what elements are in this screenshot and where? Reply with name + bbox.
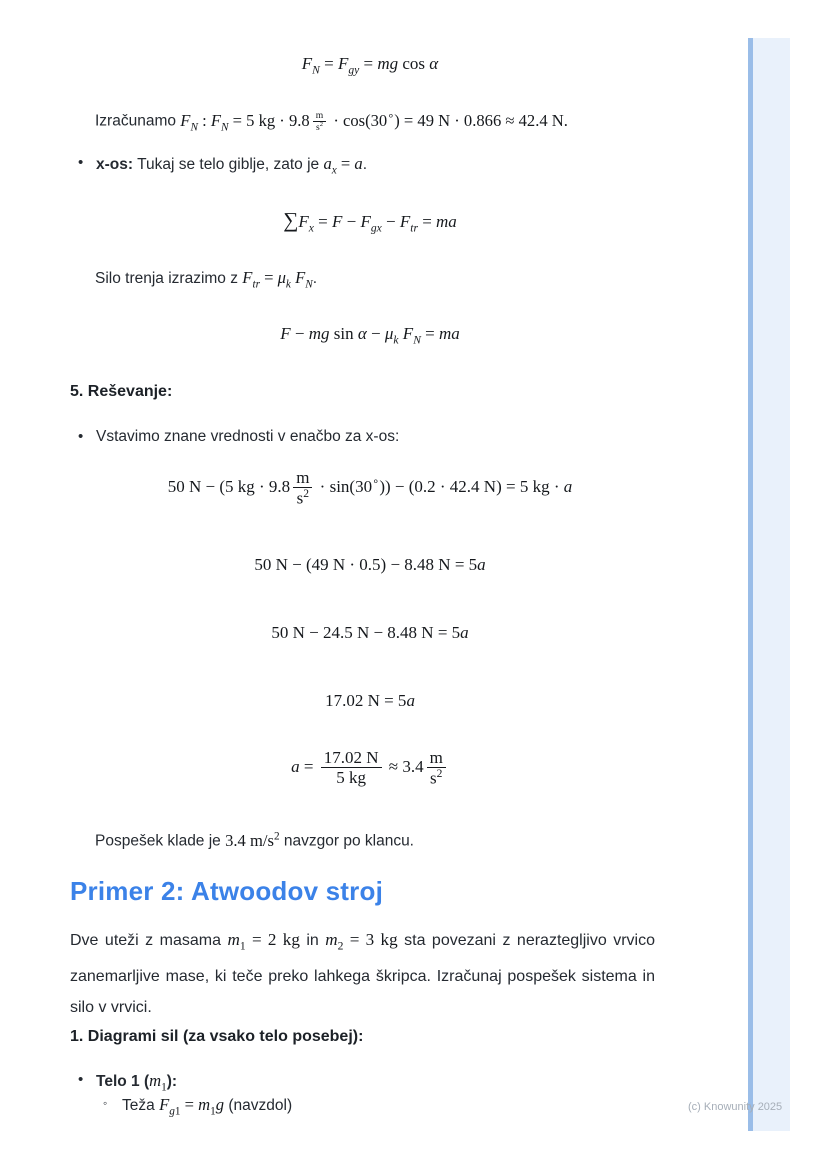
paragraph-silo-trenja: Silo trenja izrazimo z $F_{tr} = \mu_k$ $F_N$. <box>95 268 318 291</box>
list-item-teza <box>103 1093 663 1120</box>
bullet-icon: • <box>78 154 84 171</box>
copyright-notice: (c) Knowunity 2025 <box>688 1101 783 1113</box>
section-heading-resevanje: 5. Reševanje: <box>70 383 173 400</box>
paragraph-atwood-problem: Dve uteži z masama $m_1 = 2$ kg in $m_2 = 3$ kg sta povezani z neraztegljivo vrvico zanemarljive mase, ki teče preko lahkega škripca. Izračunaj pospešek sistema in silo v vrvici. <box>70 930 655 1017</box>
circle-bullet-icon: ◦ <box>103 1096 108 1110</box>
list-item-text: Teža $F_{g1} = m_1g$ (navzdol) <box>122 1095 293 1118</box>
bullet-icon: • <box>78 428 84 445</box>
formula-step-4: 17.02 N = 5a <box>325 691 415 710</box>
formula-result-acceleration: a = $\frac{17.02 N}{5 kg}$ ≈ 3.4 $\frac{m}{s^2}$ <box>70 748 670 788</box>
formula-f-mg-sin: F − mg $\sin \alpha - \mu_k$ $F_N$ = ma <box>280 324 460 347</box>
list-item-vstavimo <box>78 426 678 448</box>
formula-normal-force: $F_N = F_{gy}$ = mg cos α <box>301 54 439 77</box>
bullet-icon: • <box>78 1071 84 1088</box>
page-edge-strip <box>748 38 790 1131</box>
formula-step-2: 50 N − (49 N · 0.5) − 8.48 N = 5a <box>254 555 486 574</box>
list-item-text: Vstavimo znane vrednosti v enačbo za x-os: <box>96 428 400 445</box>
formula-substitution: 50 N − (5 kg · 9.8 $\frac{m}{s^2}$ · sin(30∘)) − (0.2 · 42.4 N) = 5 kg · a <box>167 468 573 508</box>
section-heading-diagrami: 1. Diagrami sil (za vsako telo posebej): <box>70 1028 364 1045</box>
list-item-text: x-os: Tukaj se telo giblje, zato je $a_x = a$. <box>96 154 368 177</box>
paragraph-pospesek: Pospešek klade je 3.4 $m/s^2$ navzgor po klancu. <box>95 830 414 850</box>
list-item-x-os <box>78 152 678 179</box>
list-item-text: Telo 1 $(m_1)$: <box>96 1071 178 1094</box>
formula-sum-fx: $\sum F_x = F - F_{gx} - F_{tr}$ = ma <box>283 208 457 235</box>
paragraph-izracunamo: Izračunamo $F_N$ : $F_N = 5$ kg · 9.8 $\frac{m}{s^2}$ · cos(30∘) = 49 N · 0.866 ≈ 42.4 N. <box>95 109 568 133</box>
heading-primer-2: Primer 2: Atwoodov stroj <box>70 876 383 906</box>
formula-step-3: 50 N − 24.5 N − 8.48 N = 5a <box>271 623 469 642</box>
list-item-telo-1 <box>78 1069 678 1096</box>
